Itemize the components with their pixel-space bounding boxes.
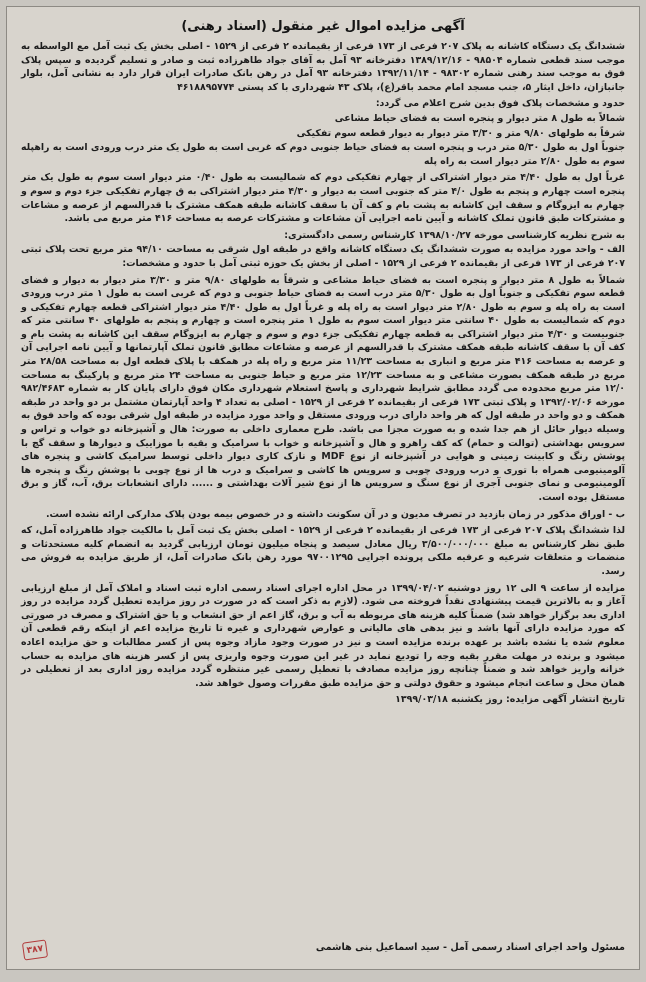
notice-paragraph: لذا ششدانگ پلاک ۲۰۷ فرعی از ۱۷۳ فرعی از بقیمانده ۲ فرعی از ۱۵۲۹ - اصلی بخش یک ثبت آمل با مالکیت جواد طاهرزاده آمل، که طبق نظر کارشناس به مبلغ ۳/۵۰۰/۰۰۰/۰۰۰ ریال معادل سیصد و پنجاه میلیون تومان ارزیابی گردید به انضمام کلیه مستحدثات و منضمات و متعلقات شرعیه و عرفیه ملکی پرونده اجرایی ۹۷۰۰۱۲۹۵ مورد رهن بانک صادرات آمل، از طریق مزایده به فروش می رسد. bbox=[21, 525, 625, 577]
notice-paragraph: جنوباً اول به طول ۵/۳۰ متر درب و پنجره است به فضای حیاط جنوبی دوم که غربی است به طول یک متر درب ورودی است به راهپله سوم به طول ۲/۸۰ متر دیوار است به راه پله bbox=[21, 142, 625, 167]
notice-paragraph: غرباً اول به طول ۴/۴۰ متر دیوار اشتراکی از چهارم تفکیکی دوم که شمالیست به طول ۰/۴۰ متر دیوار است سوم به طول یک متر پنجره است چهارم و پنجم به طول ۴/۰ متر که جنوبی است به دیوار و ۴/۳۰ متر دیوار اشتراکی به ق چهارم تفکیکی جزء دوم و سوم و چهارم به ایزوگام و سقف این کاشانه به پشت بام و کف آن با سقف کاشانه طبقه همکف مشترک با قدرالسهم از عرصه و مشاعات و مشترکات طبق قانون تملک کاشانه و آیین نامه اجرایی آن مشاعات و مشترکات عرصه به مساحت ۴۱۶ متر مربع می باشد. bbox=[21, 172, 625, 225]
notice-paragraph: الف - واحد مورد مزایده به صورت ششدانگ یک دستگاه کاشانه واقع در طبقه اول شرقی به مساحت ۹۴/۱۰ متر مربع تحت پلاک ثبتی ۲۰۷ فرعی از ۱۷۳ فرعی از بقیمانده ۲ فرعی از ۱۵۲۹ - اصلی از بخش یک حوزه ثبتی آمل با حدود و مشخصات: bbox=[21, 244, 625, 269]
notice-signature: مسئول واحد اجرای اسناد رسمی آمل - سید اسماعیل بنی هاشمی bbox=[315, 942, 625, 953]
notice-paragraph: شرقاً به طولهای ۹/۸۰ متر و ۳/۳۰ متر دیوار به دیوار قطعه سوم تفکیکی bbox=[296, 127, 625, 139]
notice-paragraph: شمالاً به طول ۸ متر دیوار و پنجره است به فضای حیاط مشاعی و شرقاً به طولهای ۹/۸۰ متر و ۳/۳۰ متر دیوار به دیوار و فضای قطعه سوم تفکیکی و جنوباً اول به طول ۵/۳۰ متر درب است به فضای حیاط جنوبی و دوم که غربی است به طول ۱ متر درب ورودی است به راه پله و سوم به طول ۲/۸۰ متر دیوار است به راه پله و غرباً اول به طول ۴/۴۰ متر دیوار اشتراکی قطعه چهارم تفکیکی و دوم که شمالیست به طول ۴۰ سانتی متر دیوار است سوم به طول ۱ متر پنجره است و چهارم و پنجم به طولهای ۴۰ سانتی متر که جنوبیست و ۴/۳۰ متر دیوار اشتراکی به قطعه چهارم تفکیکی جزء دوم و سوم و چهارم به ایزوگام سقف این کاشانه به پشت بام و کف آن با سقف کاشانه طبقه همکف مشترک با قدرالسهم از عرصه و مشاعات مطابق قانون تملک آپارتمانها و آیین نامه اجرایی آن و عرصه به مساحت ۴۱۶ متر مربع و انباری به مساحت ۱۱/۲۳ متر مربع و راه پله در همکف با پلاک قطعه اول به مساحت ۲۸/۵۸ متر مربع در طبقه همکف بصورت مشاعی و به مساحت ۱۲/۲۳ متر مربع و حیاط جنوبی به مساحت ۲۴ متر مربع و پارکینگ به مساحت ۱۲/۰ متر مربع محدوده می گردد مطابق شرایط شهرداری و پاسخ استعلام شهرداری مکان فوق دارای پایان کار به شماره ۹۸۲/۴۶۸۳ مورخه ۱۳۹۲/۰۲/۰۶ و پلاک ثبتی ۱۷۳ فرعی از بقیمانده ۲ فرعی از ۱۵۲۹ - اصلی به تعداد ۴ واحد آپارتمان مشتمل بر دو واحد در طبقه همکف و دو واحد در طبقه اول که هر واحد دارای درب ورودی مستقل و واحد مورد مزایده در طبقه اول شرقی بوده که واحد فوق به وسیله دیوار حائل از هم جدا شده و به صورت مجزا می باشد. طرح معماری داخلی به صورت: هال و آشپزخانه دو خواب و تراس و سرویس بهداشتی (توالت و حمام) که کف راهرو و هال و آشپزخانه و خواب با سرامیک و بقیه با موزاییک و دیوارها و سقف گچ با پوشش رنگ و کابینت زمینی و هوایی در آشپزخانه از نوع MDF و نازک کاری دیوار داخلی توسط سرامیک کاشی و پنجره های آلومینیومی همراه با توری و درب ورودی چوبی و سرویس ها کاشی و سرامیک و درب ها از نوع چوبی با پوشش رنگ و پنجره ها آلومینیومی و نمای جنوبی آجری از نوع سنگ و سرویس ها از نوع شیر آلات بهداشتی و ...... دارای انشعابات برق، آب، گاز و برق مستقل بوده است. bbox=[21, 274, 626, 503]
notice-page bbox=[6, 6, 640, 970]
notice-title: آگهی مزایده اموال غیر منقول (اسناد رهنی) bbox=[181, 19, 465, 34]
notice-paragraph: مزایده از ساعت ۹ الی ۱۲ روز دوشنبه ۱۳۹۹/۰۴/۰۲ در محل اداره اجرای اسناد رسمی اداره ثبت اسناد و املاک آمل از مبلغ ارزیابی آغاز و به بالاترین قیمت پیشنهادی نقداً فروخته می شود. (لازم به ذکر است که در صورت در روز مزایده تعطیل گردد مزایده در روز اداری بعد برگزار خواهد شد) ضمناً کلیه هزینه های مربوطه به آب و برق، گاز اعم از حق انشعاب و یا حق اشتراک و مصرف در صورتی که مورد مزایده دارای آنها باشد و نیز بدهی های مالیاتی و عوارض شهرداری و غیره تا تاریخ مزایده اعم از اینکه رقم قطعی آن معلوم شده یا نشده باشد بر عهده برنده مزایده است و نیز در صورت وجود مازاد وجوه پس از کسر مطالبات و حق مزایده اعاده میشود و برنده در مهلت مقرر بقیه وجه را تودیع نماید در غیر این صورت وجوه واریزی پس از کسر هزینه های مزایده به حساب خزانه واریز خواهد شد و ضمناً چنانچه روز مزایده مصادف با تعطیل رسمی غیر منتظره گردد مزایده روز اداری بعد از تعطیلی در همان محل و ساعت انجام میشود و حقوق دولتی و حق مزایده طبق مقررات وصول خواهد شد. bbox=[21, 582, 625, 689]
notice-paragraph: شمالاً به طول ۸ متر دیوار و پنجره است به فضای حیاط مشاعی bbox=[334, 112, 625, 124]
notice-paragraph: ششدانگ یک دستگاه کاشانه به پلاک ۲۰۷ فرعی از ۱۷۳ فرعی از بقیمانده ۲ فرعی از ۱۵۲۹ - اصلی بخش یک ثبت آمل مع الواسطه به موجب سند قطعی شماره ۹۸۵۰۴ - ۱۳۸۹/۱۲/۱۶ دفترخانه ۹۳ آمل به آقای جواد طاهرزاده ثبت و صادر و تسلیم گردیده و سپس پلاک فوق به موجب سند رهنی شماره ۹۸۳۰۲ - ۱۳۹۲/۱۱/۱۴ دفترخانه ۹۳ آمل در رهن بانک صادرات ایران قرار دارد به نشانی آمل، بلوار جانبازان، داخل ایثار ۵، جنب مسجد امام محمد باقر(ع)، پلاک ۴۳ شهرداری با کد پستی ۴۶۱۸۸۹۵۷۷۴ bbox=[21, 41, 626, 93]
notice-paragraph: ب - اوراق مذکور در زمان بازدید در تصرف مدیون و در آن سکونت داشته و در خصوص بیمه بودن پلاک مدارکی ارائه نشده است. bbox=[45, 508, 625, 520]
notice-paragraph: تاریخ انتشار آگهی مزایده: روز یکشنبه ۱۳۹۹/۰۳/۱۸ bbox=[395, 694, 625, 706]
notice-paragraph: به شرح نظریه کارشناسی مورخه ۱۳۹۸/۱۰/۲۷ کارشناس رسمی دادگستری: bbox=[284, 229, 625, 241]
stamp-mark: ۳۸۷ bbox=[22, 939, 48, 960]
notice-paragraph: حدود و مشخصات پلاک فوق بدین شرح اعلام می گردد: bbox=[375, 98, 625, 110]
